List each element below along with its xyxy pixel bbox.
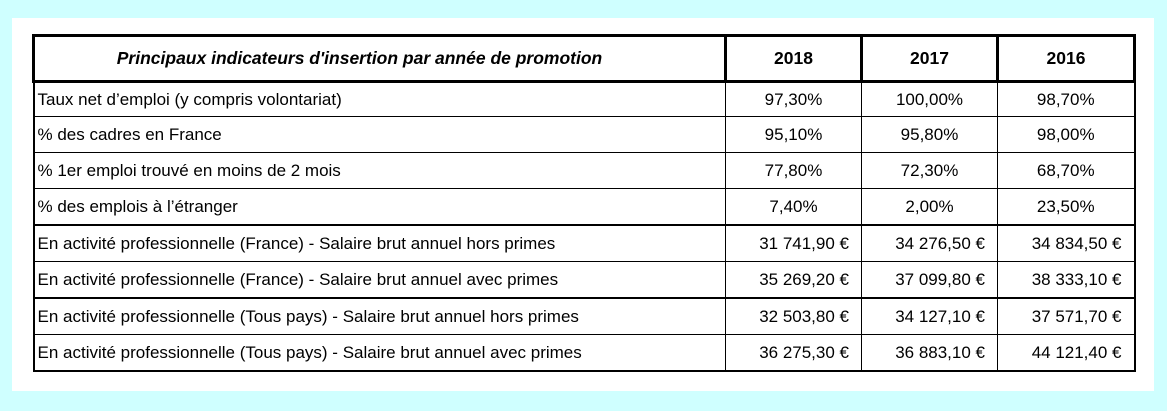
year-header-2016: 2016	[998, 36, 1135, 82]
cell-value: 34 834,50 €	[998, 225, 1135, 262]
cell-value: 34 276,50 €	[862, 225, 998, 262]
cell-value: 36 883,10 €	[862, 335, 998, 372]
row-label: Taux net d’emploi (y compris volontariat)	[34, 82, 726, 117]
cell-value: 44 121,40 €	[998, 335, 1135, 372]
cell-value: 37 571,70 €	[998, 298, 1135, 335]
cell-value: 35 269,20 €	[726, 262, 862, 299]
cell-value: 77,80%	[726, 153, 862, 189]
row-label: % des emplois à l’étranger	[34, 189, 726, 226]
year-header-2018: 2018	[726, 36, 862, 82]
cell-value: 32 503,80 €	[726, 298, 862, 335]
cell-value: 2,00%	[862, 189, 998, 226]
table-row	[34, 82, 1135, 117]
cell-value: 72,30%	[862, 153, 998, 189]
table-row	[34, 262, 1135, 299]
cell-value: 100,00%	[862, 82, 998, 117]
cell-value: 38 333,10 €	[998, 262, 1135, 299]
table-title: Principaux indicateurs d'insertion par année de promotion	[34, 36, 726, 82]
table-row	[34, 189, 1135, 226]
cell-value: 31 741,90 €	[726, 225, 862, 262]
table-panel	[12, 18, 1154, 391]
cell-value: 97,30%	[726, 82, 862, 117]
cell-value: 34 127,10 €	[862, 298, 998, 335]
table-row	[34, 153, 1135, 189]
table-row	[34, 225, 1135, 262]
cell-value: 95,10%	[726, 117, 862, 153]
table-row	[34, 335, 1135, 372]
year-header-2017: 2017	[862, 36, 998, 82]
row-label: En activité professionnelle (France) - Salaire brut annuel avec primes	[34, 262, 726, 299]
cell-value: 36 275,30 €	[726, 335, 862, 372]
cell-value: 37 099,80 €	[862, 262, 998, 299]
row-label: % des cadres en France	[34, 117, 726, 153]
cell-value: 23,50%	[998, 189, 1135, 226]
row-label: En activité professionnelle (Tous pays) - Salaire brut annuel avec primes	[34, 335, 726, 372]
cell-value: 7,40%	[726, 189, 862, 226]
cell-value: 98,00%	[998, 117, 1135, 153]
cell-value: 68,70%	[998, 153, 1135, 189]
table-header-row	[34, 36, 1135, 82]
table-row	[34, 298, 1135, 335]
insertion-indicators-table	[32, 34, 1136, 372]
row-label: En activité professionnelle (Tous pays) - Salaire brut annuel hors primes	[34, 298, 726, 335]
table-row	[34, 117, 1135, 153]
cell-value: 98,70%	[998, 82, 1135, 117]
cell-value: 95,80%	[862, 117, 998, 153]
row-label: % 1er emploi trouvé en moins de 2 mois	[34, 153, 726, 189]
row-label: En activité professionnelle (France) - Salaire brut annuel hors primes	[34, 225, 726, 262]
